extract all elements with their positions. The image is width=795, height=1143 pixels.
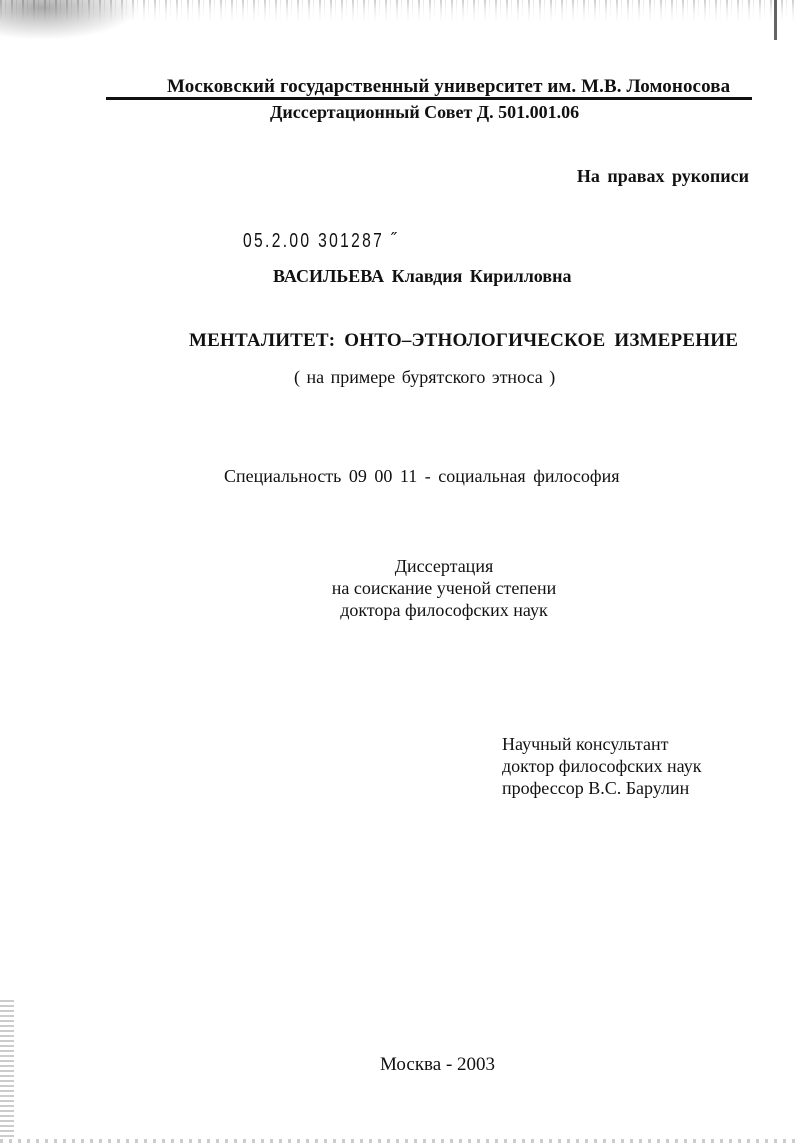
city-year: Москва - 2003 [380,1054,496,1075]
degree-name: доктора философских наук [340,600,548,620]
scan-noise-right [774,0,777,40]
specialty-line: Специальность 09 00 11 - социальная философия [224,466,620,486]
scan-noise-corner [0,0,140,40]
header-divider [106,97,752,100]
dissertation-degree-block [238,555,650,621]
consultant-label: Научный консультант [502,734,669,754]
university-name: Московский государственный университет им. М.В. Ломоносова [167,76,731,97]
scientific-consultant-block [502,733,702,799]
consultant-degree: доктор философских наук [502,756,702,776]
dissertation-subtitle: ( на примере бурятского этноса ) [294,367,556,387]
degree-purpose: на соискание ученой степени [331,578,557,598]
consultant-name: профессор В.С. Барулин [502,778,690,798]
scan-noise-left-edge [0,1000,14,1140]
dissertation-council: Диссертационный Совет Д. 501.001.06 [270,102,580,122]
manuscript-rights-note: На правах рукописи [576,166,749,186]
registration-stamp-number: 05.2.00 301287 ˝ [243,230,399,252]
author-name: ВАСИЛЬЕВА Клавдия Кирилловна [273,266,572,286]
scan-noise-bottom [0,1139,795,1143]
dissertation-title: МЕНТАЛИТЕТ: ОНТО–ЭТНОЛОГИЧЕСКОЕ ИЗМЕРЕНИЕ [189,330,739,351]
dissertation-label: Диссертация [394,556,494,576]
